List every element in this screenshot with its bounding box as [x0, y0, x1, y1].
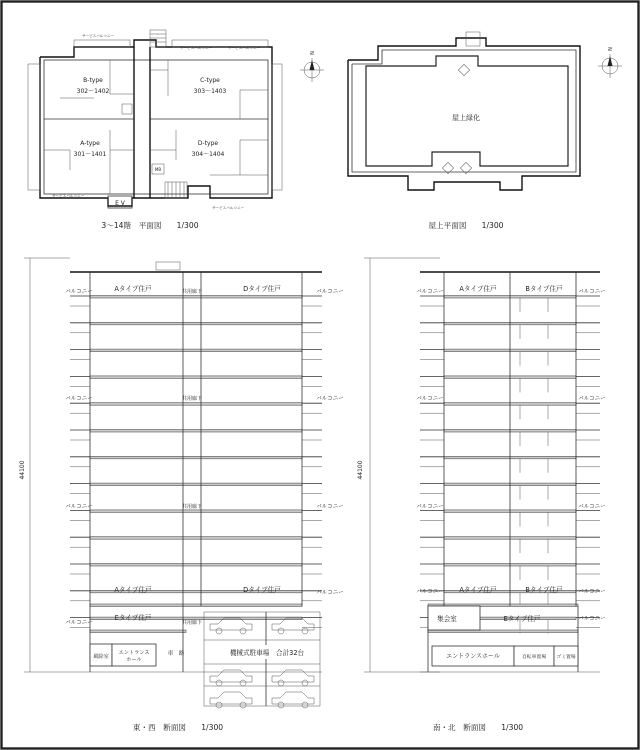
ew-d-unit-bottom: Dタイプ住戸	[243, 586, 281, 594]
ew-floor-slab	[70, 564, 322, 575]
car-icon	[210, 618, 252, 634]
unit-a-range: 301～1401	[73, 151, 107, 158]
ew-balcony-label-8: バルコニー	[316, 590, 344, 596]
ns-section-caption: 南・北 断面図 1/300	[432, 723, 524, 732]
north-south-section	[357, 258, 606, 732]
ew-balcony-label-1: バルコニー	[65, 289, 93, 295]
north-arrow-icon	[300, 51, 324, 82]
car-icon	[210, 692, 252, 708]
ew-roof-housing	[156, 262, 180, 270]
ew-parking-label: 機械式駐車場 合計32台	[229, 649, 305, 657]
svg-text:N: N	[606, 47, 612, 51]
ew-balcony-label-4: バルコニー	[65, 620, 93, 626]
ew-floor-slab	[70, 456, 322, 467]
ew-balcony-label-5: バルコニー	[316, 289, 344, 295]
ew-a-unit-bottom: Aタイプ住戸	[114, 586, 152, 594]
ew-floor-slab	[70, 349, 322, 360]
car-icon	[272, 618, 314, 634]
ew-e-unit: Eタイプ住戸	[114, 614, 152, 622]
ew-floor-slab	[70, 510, 322, 521]
roof-plan	[348, 32, 622, 230]
ns-b-unit-bottom: Bタイプ住戸	[525, 586, 563, 594]
stair-north	[150, 30, 166, 47]
ns-balcony-label-8: バルコニー	[578, 589, 606, 595]
ew-balcony-label-7: バルコニー	[316, 504, 344, 510]
ew-corridor-label-4: 共用廊下	[181, 620, 203, 626]
ns-balcony-label-1: バルコニー	[416, 289, 444, 295]
service-balcony-label-3: サービスバルコニー	[227, 46, 261, 50]
service-balcony-label-5: サービスバルコニー	[211, 206, 245, 210]
floor-outline	[40, 40, 272, 206]
ew-d-unit-top: Dタイプ住戸	[243, 285, 281, 293]
ns-bicycle-label: 自転車置場	[522, 655, 546, 660]
ew-floor-slab	[70, 483, 322, 494]
east-balcony	[272, 64, 282, 190]
ew-section-caption: 東・西 断面図 1/300	[132, 723, 224, 732]
ns-meeting-room-label: 集会室	[437, 615, 457, 623]
ns-entrance-label: エントランスホール	[446, 653, 500, 660]
car-icon	[210, 670, 252, 686]
car-icon	[272, 670, 314, 686]
roof-north-arrow-icon	[598, 47, 622, 78]
ev-label: E V	[115, 200, 125, 207]
ew-entrance-label-2: ホール	[126, 657, 142, 663]
ns-e-unit: Eタイプ住戸	[503, 615, 541, 623]
svg-text:N: N	[308, 51, 314, 55]
ns-balcony-label-5: バルコニー	[578, 289, 606, 295]
ew-floor-slab	[70, 537, 322, 548]
parking-cars	[210, 618, 314, 708]
ew-a-unit-top: Aタイプ住戸	[114, 285, 152, 293]
ns-a-unit-top: Aタイプ住戸	[459, 285, 497, 293]
ew-windbreak-label: 風除室	[93, 654, 109, 660]
ns-balcony-label-7: バルコニー	[578, 504, 606, 510]
ew-floor-slab	[70, 296, 322, 307]
service-balcony-label-4: サービスバルコニー	[51, 194, 85, 198]
ew-floor-slab	[70, 376, 322, 387]
ns-height-label: 44100	[357, 460, 364, 480]
ew-driveway-label: 車 路	[167, 651, 185, 657]
east-west-section	[19, 258, 344, 732]
ew-floor-slab	[70, 590, 322, 601]
service-balcony-label-1: サービスバルコニー	[81, 34, 115, 38]
ew-corridor-label-3: 共用廊下	[181, 504, 203, 510]
ns-balcony-label-3: バルコニー	[416, 504, 444, 510]
unit-b-type: B-type	[83, 77, 103, 84]
ns-balcony-label-4: バルコニー	[416, 589, 444, 595]
ew-balcony-label-2: バルコニー	[65, 396, 93, 402]
roof-greenery-label: 屋上緑化	[452, 114, 480, 122]
unit-a-type: A-type	[80, 140, 100, 147]
ns-b-unit-top: Bタイプ住戸	[525, 285, 563, 293]
ew-entrance-label-1: エントランス	[118, 650, 150, 656]
ew-balcony-label-6: バルコニー	[316, 396, 344, 402]
ns-a-unit-bottom: Aタイプ住戸	[459, 586, 497, 594]
ew-floor-slab	[70, 430, 322, 441]
ew-floor-slab	[70, 322, 322, 333]
unit-b-range: 302～1402	[76, 88, 110, 95]
floor-plan-caption: 3～14階 平面図 1/300	[101, 221, 199, 230]
service-balcony-label-2: サービスバルコニー	[179, 46, 213, 50]
ns-balcony-label-6: バルコニー	[578, 396, 606, 402]
unit-c-type: C-type	[200, 77, 220, 84]
ns-balcony-label-2: バルコニー	[416, 396, 444, 402]
unit-d-range: 304～1404	[191, 151, 225, 158]
ew-corridor-label-2: 共用廊下	[181, 396, 203, 402]
unit-d-type: D-type	[197, 140, 219, 147]
unit-c-range: 303～1403	[193, 88, 227, 95]
ew-height-label: 44100	[19, 460, 26, 480]
ew-balcony-label-3: バルコニー	[65, 504, 93, 510]
floor-plan	[28, 30, 324, 230]
north-balcony-left	[74, 40, 130, 47]
ew-floors	[70, 296, 322, 673]
ew-floor-slab	[70, 403, 322, 414]
ns-garbage-label: ゴミ置場	[556, 655, 576, 660]
west-balcony	[28, 64, 40, 190]
mb-box-1	[122, 104, 132, 114]
ns-balcony-label-9: バルコニー	[578, 616, 606, 622]
ew-corridor-label-1: 共用廊下	[181, 289, 203, 295]
mb-label: MB	[154, 167, 162, 172]
car-icon	[272, 692, 314, 708]
roof-plan-caption: 屋上平面図 1/300	[428, 221, 504, 230]
roof-stair-head	[466, 32, 480, 46]
